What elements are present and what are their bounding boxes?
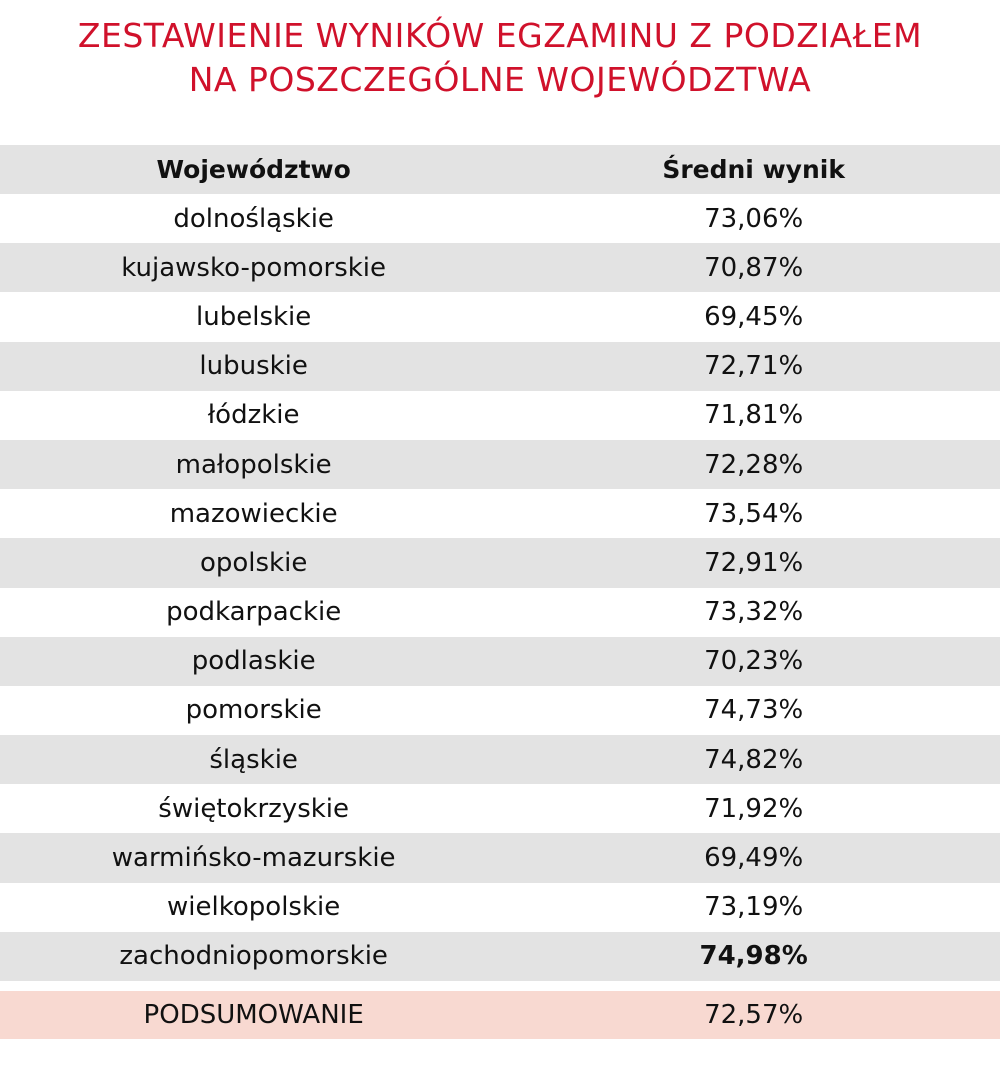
table-header — [0, 145, 1000, 194]
table-row — [0, 440, 1000, 489]
table-row — [0, 588, 1000, 637]
row-name: lubuskie — [199, 351, 308, 382]
row-name: małopolskie — [175, 449, 332, 480]
table-row — [0, 292, 1000, 341]
table-row — [0, 243, 1000, 292]
summary-label: PODSUMOWANIE — [143, 1000, 364, 1030]
row-name: kujawsko-pomorskie — [121, 252, 387, 283]
row-name: wielkopolskie — [167, 892, 341, 923]
row-name: śląskie — [209, 744, 298, 775]
row-value: 73,54% — [704, 498, 804, 529]
table-row — [0, 637, 1000, 686]
row-name: łódzkie — [207, 400, 300, 431]
row-name: pomorskie — [185, 695, 322, 726]
table-row — [0, 883, 1000, 932]
row-name: mazowieckie — [169, 498, 338, 529]
table-row — [0, 194, 1000, 243]
row-value: 71,92% — [704, 793, 804, 824]
row-name: podkarpackie — [166, 597, 342, 628]
row-value: 73,32% — [704, 597, 804, 628]
row-value-max: 74,98% — [699, 941, 808, 972]
page-title — [0, 14, 1000, 102]
table-row — [0, 735, 1000, 784]
title-line-2: NA POSZCZEGÓLNE WOJEWÓDZTWA — [188, 60, 812, 99]
table-row-highlighted — [0, 932, 1000, 981]
row-name: podlaskie — [191, 646, 316, 677]
row-name: zachodniopomorskie — [119, 941, 388, 972]
row-value: 74,73% — [704, 695, 804, 726]
table-row — [0, 342, 1000, 391]
summary-value: 72,57% — [704, 1000, 804, 1030]
row-value: 73,06% — [704, 203, 804, 234]
row-value: 71,81% — [704, 400, 804, 431]
summary-row — [0, 991, 1000, 1039]
table-row — [0, 784, 1000, 833]
table-row — [0, 833, 1000, 882]
row-value: 70,23% — [704, 646, 804, 677]
header-voivodeship: Województwo — [156, 155, 351, 184]
row-value: 72,28% — [704, 449, 804, 480]
row-value: 69,45% — [704, 301, 804, 332]
row-name: lubelskie — [196, 301, 312, 332]
table-row — [0, 538, 1000, 587]
row-value: 72,71% — [704, 351, 804, 382]
table-row — [0, 391, 1000, 440]
row-name: warmińsko-mazurskie — [111, 843, 396, 874]
row-value: 73,19% — [704, 892, 804, 923]
header-average-score: Średni wynik — [662, 155, 845, 184]
row-value: 74,82% — [704, 744, 804, 775]
table-row — [0, 489, 1000, 538]
row-name: dolnośląskie — [173, 203, 334, 234]
row-name: opolskie — [199, 547, 308, 578]
row-value: 72,91% — [704, 547, 804, 578]
table-row — [0, 686, 1000, 735]
results-table — [0, 145, 1000, 981]
row-value: 70,87% — [704, 252, 804, 283]
row-name: świętokrzyskie — [158, 793, 350, 824]
row-value: 69,49% — [704, 843, 804, 874]
title-line-1: ZESTAWIENIE WYNIKÓW EGZAMINU Z PODZIAŁEM — [77, 16, 923, 55]
